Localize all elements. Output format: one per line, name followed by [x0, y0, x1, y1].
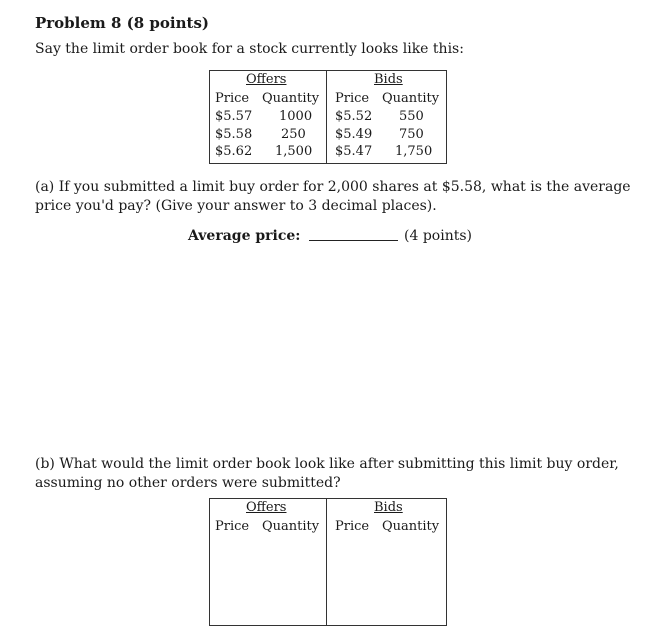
offer-price: $5.62	[215, 144, 253, 159]
bids-quantity-header: Quantity	[382, 91, 440, 106]
offers-price-header: Price	[215, 519, 250, 534]
average-price-label: Average price:	[188, 228, 301, 244]
offer-quantity: 250	[281, 127, 306, 142]
offer-quantity: 1,500	[275, 144, 313, 159]
part-b-question: (b) What would the limit order book look like after submitting this limit buy order, assuming no other orders were submitted?	[35, 456, 619, 491]
offer-price: $5.58	[215, 127, 253, 142]
empty-order-book-table	[209, 498, 447, 626]
offers-header: Offers	[246, 500, 287, 515]
problem-title: Problem 8 (8 points)	[35, 14, 209, 32]
column-divider	[326, 499, 327, 625]
points-label: (4 points)	[404, 228, 472, 244]
problem-intro: Say the limit order book for a stock currently looks like this:	[35, 41, 464, 57]
bid-quantity: 1,750	[395, 144, 433, 159]
order-book-table	[209, 70, 447, 164]
offers-header: Offers	[246, 72, 287, 87]
bids-price-header: Price	[335, 91, 370, 106]
offers-quantity-header: Quantity	[262, 519, 320, 534]
answer-blank-line	[309, 240, 398, 241]
bid-price: $5.49	[335, 127, 373, 142]
offers-quantity-header: Quantity	[262, 91, 320, 106]
column-divider	[326, 71, 327, 163]
bids-price-header: Price	[335, 519, 370, 534]
part-a-question: (a) If you submitted a limit buy order for 2,000 shares at $5.58, what is the average price you'd pay? (Give your answer to 3 decimal places).	[35, 179, 631, 214]
bids-header: Bids	[374, 500, 403, 515]
offer-price: $5.57	[215, 109, 253, 124]
offer-quantity: 1000	[279, 109, 313, 124]
bid-quantity: 550	[399, 109, 424, 124]
bids-quantity-header: Quantity	[382, 519, 440, 534]
bids-header: Bids	[374, 72, 403, 87]
offers-price-header: Price	[215, 91, 250, 106]
bid-price: $5.47	[335, 144, 373, 159]
bid-quantity: 750	[399, 127, 424, 142]
bid-price: $5.52	[335, 109, 373, 124]
